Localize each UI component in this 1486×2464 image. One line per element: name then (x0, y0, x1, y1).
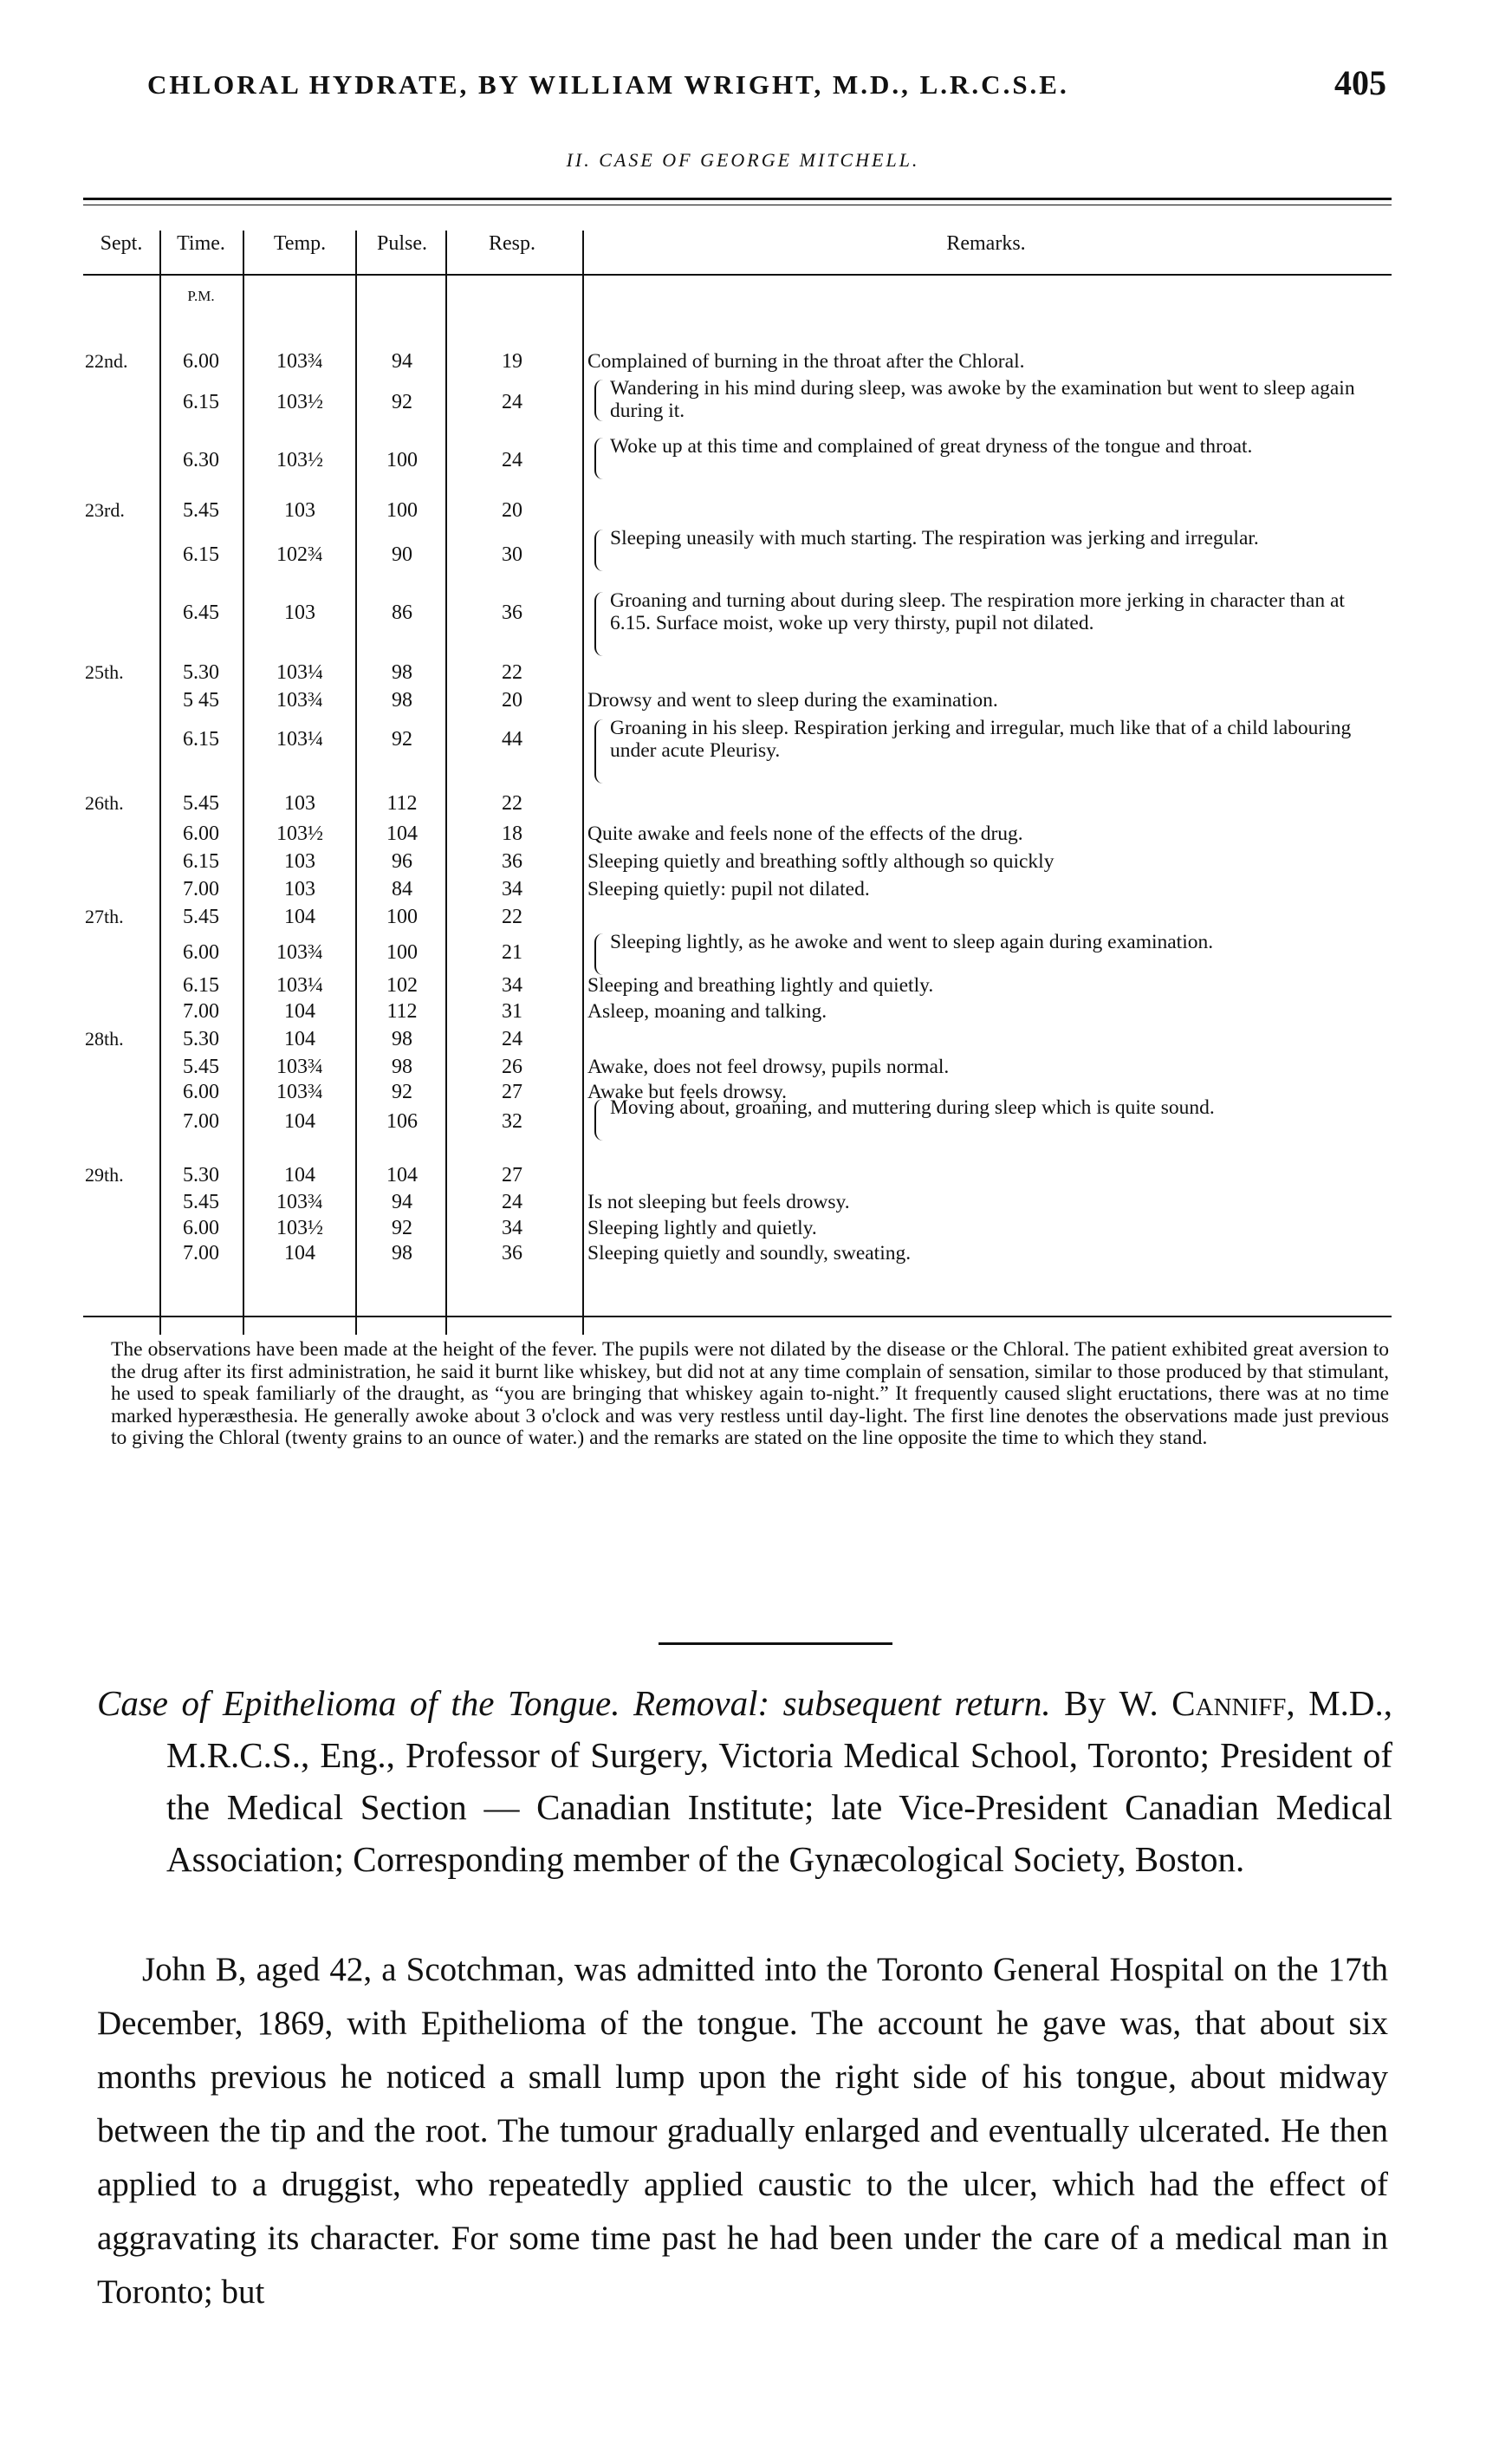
time-cell: 5 45 (183, 689, 219, 712)
pulse-cell: 98 (392, 1056, 412, 1078)
pulse-cell: 106 (386, 1110, 418, 1133)
temp-cell: 103 (284, 792, 315, 815)
temp-cell: 103½ (276, 449, 323, 471)
article-title (97, 1677, 1392, 1885)
remark-text: Woke up at this time and complained of great dryness of the tongue and throat. (610, 435, 1253, 458)
resp-cell: 32 (502, 1110, 522, 1133)
resp-cell: 24 (502, 1191, 522, 1213)
time-cell: 7.00 (183, 1110, 219, 1133)
time-cell: 6.15 (183, 728, 219, 751)
pulse-cell: 100 (386, 941, 418, 964)
time-cell: 6.00 (183, 1081, 219, 1103)
time-cell: 5.45 (183, 499, 219, 522)
pulse-cell: 86 (392, 601, 412, 624)
time-cell: 7.00 (183, 1000, 219, 1023)
time-cell: 7.00 (183, 878, 219, 900)
brace-mark (594, 380, 610, 421)
pulse-cell: 94 (392, 350, 412, 373)
temp-cell: 104 (284, 906, 315, 928)
page-number: 405 (1334, 63, 1386, 102)
pulse-cell: 102 (386, 974, 418, 997)
temp-cell: 103 (284, 601, 315, 624)
col-head-pulse: Pulse. (376, 232, 427, 255)
temp-cell: 104 (284, 1242, 315, 1265)
brace-mark (594, 530, 610, 571)
time-cell: 5.45 (183, 792, 219, 815)
brace-mark (594, 592, 610, 656)
time-cell: 5.30 (183, 1164, 219, 1186)
col-head-resp: Resp. (489, 232, 535, 255)
sept-cell: 27th. (85, 906, 124, 927)
time-cell: 6.15 (183, 543, 219, 566)
resp-cell: 22 (502, 661, 522, 684)
remark-text: Wandering in his mind during sleep, was awoke by the examination but went to sleep again during it. (610, 377, 1355, 422)
col-head-time: Time. (177, 232, 225, 255)
temp-cell: 103¾ (276, 1081, 323, 1103)
article-credentials: M.D., M.R.C.S., Eng., Professor of Surgery, Victoria Medical School, Toronto; President of the Medical Section — Canadian Institute; late Vice-President Canadian Medical Association; Corresponding member of the Gynæcological Society, Boston. (166, 1683, 1393, 1879)
time-cell: 5.45 (183, 1056, 219, 1078)
resp-cell: 36 (502, 850, 522, 873)
sept-cell: 25th. (85, 661, 124, 683)
resp-cell: 44 (502, 728, 522, 751)
temp-cell: 104 (284, 1110, 315, 1133)
remark-text: Sleeping quietly and breathing softly although so quickly (587, 850, 1054, 873)
remark-text: Sleeping quietly and soundly, sweating. (587, 1242, 912, 1265)
time-cell: 6.00 (183, 350, 219, 373)
pulse-cell: 94 (392, 1191, 412, 1213)
pulse-cell: 104 (386, 822, 418, 845)
temp-cell: 103 (284, 878, 315, 900)
time-cell: 6.15 (183, 850, 219, 873)
temp-cell: 103¾ (276, 350, 323, 373)
remark-text: Sleeping lightly, as he awoke and went to sleep again during examination. (610, 931, 1214, 953)
temp-cell: 103¼ (276, 728, 323, 751)
remark-text: Drowsy and went to sleep during the examination. (587, 689, 998, 712)
temp-cell: 103¼ (276, 974, 323, 997)
time-cell: 5.45 (183, 906, 219, 928)
remark-text: Groaning in his sleep. Respiration jerking and irregular, much like that of a child labouring under acute Pleurisy. (610, 717, 1352, 762)
sept-cell: 22nd. (85, 350, 128, 372)
temp-cell: 103¾ (276, 689, 323, 712)
resp-cell: 34 (502, 1217, 522, 1239)
temp-cell: 103¼ (276, 661, 323, 684)
pulse-cell: 98 (392, 661, 412, 684)
resp-cell: 24 (502, 391, 522, 413)
sept-cell: 26th. (85, 792, 124, 814)
time-cell: 7.00 (183, 1242, 219, 1265)
table-bottom-rule (83, 1316, 1392, 1317)
remark-text: Sleeping quietly: pupil not dilated. (587, 878, 870, 900)
temp-cell: 103½ (276, 822, 323, 845)
temp-cell: 104 (284, 1000, 315, 1023)
sept-cell: 29th. (85, 1164, 124, 1186)
article-title-lead: Case of Epithelioma of the Tongue. Removal: subsequent return. (97, 1683, 1051, 1723)
case-heading: II. CASE OF GEORGE MITCHELL. (566, 149, 920, 171)
col-divider-sept (159, 231, 161, 1335)
col-head-sept: Sept. (100, 232, 143, 255)
time-cell: 6.15 (183, 391, 219, 413)
resp-cell: 30 (502, 543, 522, 566)
temp-cell: 103 (284, 499, 315, 522)
pulse-cell: 84 (392, 878, 412, 900)
pulse-cell: 112 (386, 792, 418, 815)
running-header (95, 59, 1386, 111)
temp-cell: 103½ (276, 1217, 323, 1239)
time-cell: 5.45 (183, 1191, 219, 1213)
resp-cell: 36 (502, 601, 522, 624)
pulse-cell: 96 (392, 850, 412, 873)
pulse-cell: 98 (392, 1028, 412, 1050)
resp-cell: 19 (502, 350, 522, 373)
temp-cell: 103¾ (276, 1191, 323, 1213)
table-footnote: The observations have been made at the height of the fever. The pupils were not dilated by the disease or the Chloral. The patient exhibited great aversion to the drug after its first administration, he said it burnt like whiskey, but did not at any time complain of sensation, similar to those produced by that stimulant, he used to speak familiarly of the draught, as “you are bringing that whiskey again to-night.” It frequently caused slight eructations, there was at no time marked hyperæsthesia. He generally awoke about 3 o'clock and was very restless until day-light. The first line denotes the observations made just previous to giving the Chloral (twenty grains to an ounce of water.) and the remarks are stated on the line opposite the time to which they stand. (111, 1338, 1389, 1449)
resp-cell: 24 (502, 1028, 522, 1050)
remark-text: Groaning and turning about during sleep. The respiration more jerking in character than at 6.15. Surface moist, woke up very thirsty, pupil not dilated. (610, 589, 1345, 634)
temp-cell: 104 (284, 1164, 315, 1186)
col-divider-temp (355, 231, 357, 1335)
remark-text: Moving about, groaning, and muttering during sleep which is quite sound. (610, 1096, 1215, 1119)
temp-cell: 104 (284, 1028, 315, 1050)
resp-cell: 26 (502, 1056, 522, 1078)
resp-cell: 21 (502, 941, 522, 964)
resp-cell: 22 (502, 906, 522, 928)
pulse-cell: 100 (386, 499, 418, 522)
time-cell: 6.45 (183, 601, 219, 624)
remark-text: Awake, does not feel drowsy, pupils normal. (587, 1056, 950, 1078)
section-separator (659, 1642, 892, 1645)
temp-cell: 103½ (276, 391, 323, 413)
remark-text: Asleep, moaning and talking. (587, 1000, 827, 1023)
pulse-cell: 90 (392, 543, 412, 566)
article-author: W. Canniff, (1119, 1683, 1295, 1723)
time-cell: 6.00 (183, 822, 219, 845)
resp-cell: 27 (502, 1164, 522, 1186)
pulse-cell: 104 (386, 1164, 418, 1186)
pulse-cell: 112 (386, 1000, 418, 1023)
col-head-remarks: Remarks. (946, 232, 1026, 255)
temp-cell: 102¾ (276, 543, 323, 566)
remark-text: Complained of burning in the throat after the Chloral. (587, 350, 1025, 373)
col-divider-pulse (445, 231, 447, 1335)
brace-mark (594, 1099, 610, 1141)
pulse-cell: 100 (386, 449, 418, 471)
observation-table (83, 198, 1392, 1324)
pulse-cell: 92 (392, 1217, 412, 1239)
pulse-cell: 100 (386, 906, 418, 928)
pm-label: P.M. (187, 288, 215, 304)
resp-cell: 36 (502, 1242, 522, 1265)
sept-cell: 23rd. (85, 499, 125, 521)
time-cell: 6.30 (183, 449, 219, 471)
resp-cell: 24 (502, 449, 522, 471)
time-cell: 5.30 (183, 661, 219, 684)
brace-mark (594, 933, 610, 975)
brace-mark (594, 438, 610, 479)
time-cell: 5.30 (183, 1028, 219, 1050)
resp-cell: 34 (502, 878, 522, 900)
resp-cell: 18 (502, 822, 522, 845)
pulse-cell: 98 (392, 1242, 412, 1265)
remark-text: Quite awake and feels none of the effects of the drug. (587, 822, 1023, 845)
article-title-by: By (1064, 1683, 1106, 1723)
temp-cell: 103 (284, 850, 315, 873)
col-head-temp: Temp. (273, 232, 327, 255)
temp-cell: 103¾ (276, 941, 323, 964)
time-cell: 6.00 (183, 941, 219, 964)
resp-cell: 34 (502, 974, 522, 997)
remark-text: Is not sleeping but feels drowsy. (587, 1191, 850, 1213)
pulse-cell: 92 (392, 728, 412, 751)
resp-cell: 22 (502, 792, 522, 815)
resp-cell: 20 (502, 689, 522, 712)
table-top-rule (83, 198, 1392, 200)
remark-text: Sleeping lightly and quietly. (587, 1217, 817, 1239)
remark-text: Awake but feels drowsy. (587, 1081, 787, 1103)
running-title: CHLORAL HYDRATE, BY WILLIAM WRIGHT, M.D., L.R.C.S.E. (147, 69, 1069, 100)
brace-mark (594, 719, 610, 783)
sept-cell: 28th. (85, 1028, 124, 1050)
time-cell: 6.00 (183, 1217, 219, 1239)
remark-text: Sleeping and breathing lightly and quietly. (587, 974, 934, 997)
col-divider-resp (582, 231, 584, 1335)
time-cell: 6.15 (183, 974, 219, 997)
pulse-cell: 92 (392, 391, 412, 413)
article-body: John B, aged 42, a Scotchman, was admitted into the Toronto General Hospital on the 17th December, 1869, with Epithelioma of the tongue. The account he gave was, that about six months previous he noticed a small lump upon the right side of his tongue, about midway between the tip and the root. The tumour gradually enlarged and eventually ulcerated. He then applied to a druggist, who repeatedly applied caustic to the ulcer, which had the effect of aggravating its character. For some time past he had been under the care of a medical man in Toronto; but (97, 1951, 1388, 2311)
pulse-cell: 92 (392, 1081, 412, 1103)
header-rule (83, 274, 1392, 276)
temp-cell: 103¾ (276, 1056, 323, 1078)
remark-text: Sleeping uneasily with much starting. The respiration was jerking and irregular. (610, 527, 1259, 549)
resp-cell: 31 (502, 1000, 522, 1023)
col-divider-time (243, 231, 244, 1335)
pulse-cell: 98 (392, 689, 412, 712)
resp-cell: 27 (502, 1081, 522, 1103)
resp-cell: 20 (502, 499, 522, 522)
